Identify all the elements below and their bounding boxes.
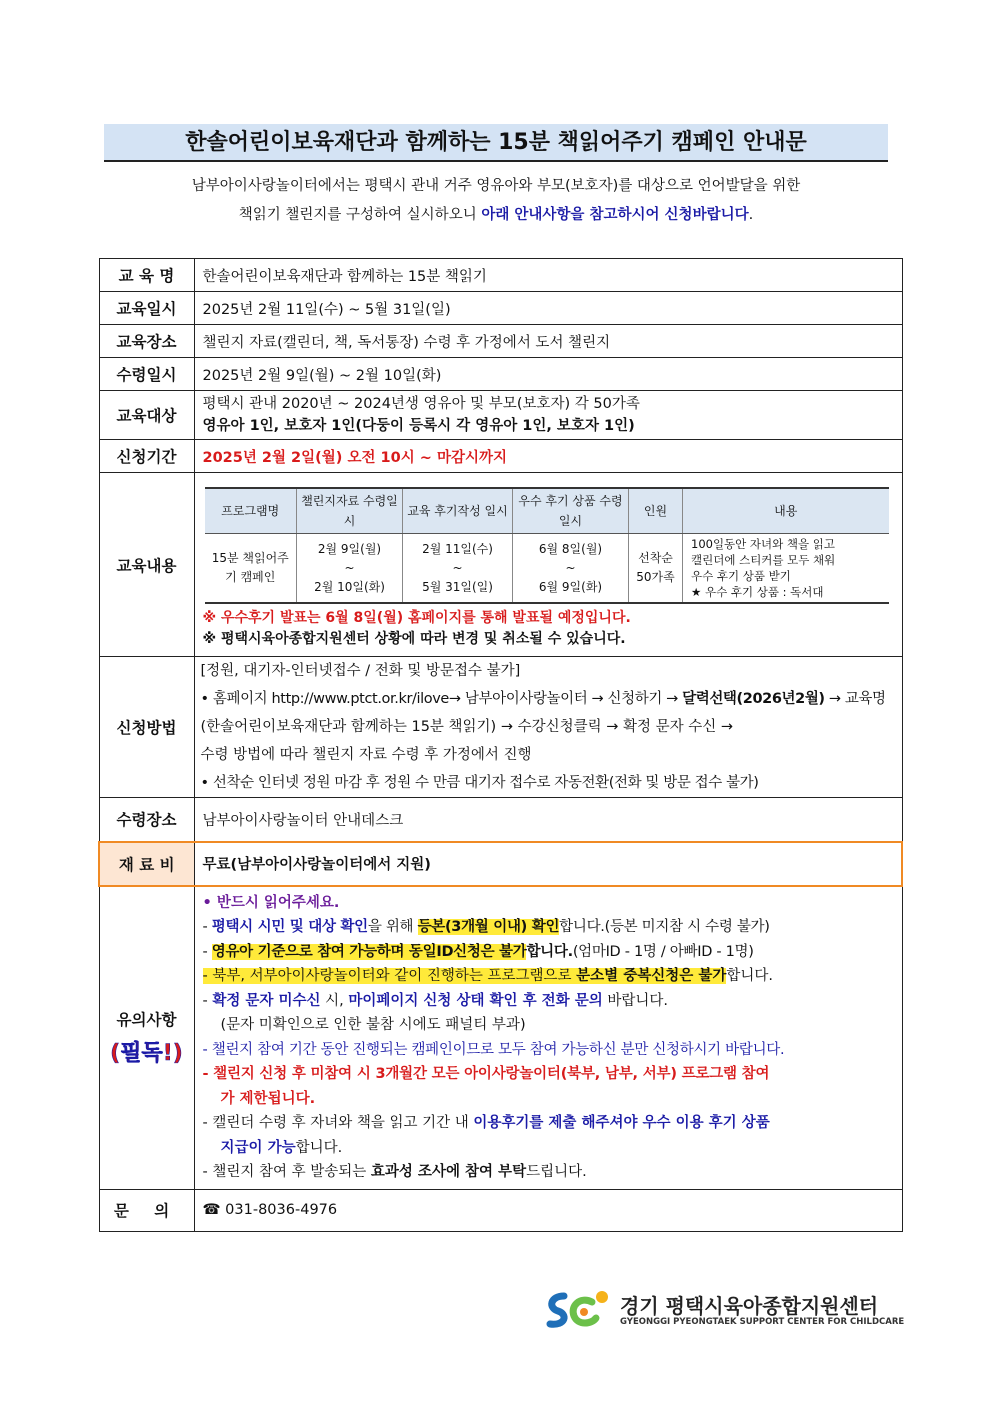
row-fee bbox=[99, 842, 902, 886]
c2d: 등본(3개월 이내) 확인 bbox=[417, 919, 560, 935]
c5b: 확정 문자 미수신 bbox=[212, 992, 321, 1009]
caution-line-1: • 반드시 읽어주세요. bbox=[202, 894, 340, 911]
value-caution bbox=[194, 886, 902, 1190]
value-edu-name: 한솔어린이보육재단과 함께하는 15분 책읽기 bbox=[194, 259, 902, 292]
row-contact bbox=[99, 1189, 902, 1231]
value-fee: 무료(남부아이사랑놀이터에서 지원) bbox=[194, 842, 902, 886]
desc-line-4: ★ 우수 후기 상품 : 독서대 bbox=[691, 585, 824, 599]
caution-line-6: (문자 미확인으로 인한 불참 시에도 패널티 부과) bbox=[220, 1017, 526, 1033]
label-edu-name: 교 육 명 bbox=[99, 259, 194, 292]
label-target: 교육대상 bbox=[99, 391, 194, 440]
phone-icon: ☎ bbox=[202, 1202, 221, 1218]
th-review: 교육 후기작성 일시 bbox=[403, 488, 513, 534]
c11b: 합니다. bbox=[295, 1139, 343, 1156]
label-receive-date: 수령일시 bbox=[99, 358, 194, 391]
method-line-4: 수령 방법에 따라 챌린지 자료 수령 후 가정에서 진행 bbox=[200, 747, 532, 763]
center-logo bbox=[544, 1288, 905, 1332]
c5a: - bbox=[202, 992, 213, 1009]
label-contact: 문 의 bbox=[113, 1202, 180, 1220]
c3a: - bbox=[202, 943, 212, 960]
c4c: 분소별 중복신청은 불가 bbox=[576, 968, 727, 984]
row-receive-date bbox=[99, 358, 902, 391]
cell-receive bbox=[297, 534, 403, 604]
caution-line-8: - 챌린지 신청 후 미참여 시 3개월간 모든 아이사랑놀이터(북부, 남부, 서부) 프로그램 참여 bbox=[202, 1066, 770, 1082]
row-edu-place bbox=[99, 325, 902, 358]
row-method bbox=[99, 657, 902, 798]
content-note-1: ※ 우수후기 발표는 6월 8일(월) 홈페이지를 통해 발표될 예정입니다. bbox=[202, 610, 631, 626]
method-calendar-select: 달력선택(2026년2월) bbox=[682, 691, 825, 707]
method-line-5: • 선착순 인터넷 정원 마감 후 정원 수 만큼 대기자 접수로 자동전환(전화 및 방문 접수 불가) bbox=[200, 775, 759, 791]
intro-text bbox=[60, 172, 932, 230]
value-method bbox=[194, 657, 902, 798]
th-people: 인원 bbox=[629, 488, 683, 534]
prize-end: 6월 9일(화) bbox=[538, 579, 603, 594]
row-content bbox=[99, 473, 902, 657]
c2b: 평택시 시민 및 대상 확인 bbox=[211, 919, 368, 935]
c4b: 북부, 서부아이사랑놀이터와 같이 진행하는 프로그램으로 bbox=[212, 968, 577, 984]
c12c: 드립니다. bbox=[526, 1164, 587, 1180]
value-receive-place: 남부아이사랑놀이터 안내데스크 bbox=[194, 798, 902, 842]
c2c: 을 위해 bbox=[367, 919, 418, 935]
receive-start: 2월 9일(월) bbox=[317, 541, 382, 556]
intro-line-2-highlight: 아래 안내사항을 참고하시어 신청바랍니다 bbox=[481, 207, 749, 223]
c5d: 마이페이지 신청 상태 확인 후 전화 문의 bbox=[348, 992, 603, 1009]
caution-line-2 bbox=[203, 915, 894, 940]
caution-line-11 bbox=[203, 1136, 894, 1161]
intro-line-2-end: . bbox=[748, 207, 754, 223]
review-start: 2월 11일(수) bbox=[422, 541, 493, 556]
row-target bbox=[99, 391, 902, 440]
cell-program: 15분 책읽어주기 캠페인 bbox=[205, 534, 297, 604]
receive-tilde: ~ bbox=[344, 560, 355, 575]
center-name-english: GYEONGGI PYEONGTAEK SUPPORT CENTER FOR CHILDCARE bbox=[620, 1317, 905, 1327]
value-apply-period: 2025년 2월 2일(월) 오전 10시 ~ 마감시까지 bbox=[194, 440, 902, 473]
c3b: 영유아 기준으로 참여 가능하며 동일ID신청은 불가 bbox=[211, 943, 527, 960]
receive-end: 2월 10일(화) bbox=[314, 579, 385, 594]
th-prize: 우수 후기 상품 수령일시 bbox=[513, 488, 629, 534]
th-receive: 챌린지자료 수령일시 bbox=[297, 488, 403, 534]
c5e: 바랍니다. bbox=[602, 992, 668, 1009]
caution-line-12 bbox=[203, 1160, 894, 1185]
contact-number: 031-8036-4976 bbox=[225, 1202, 338, 1218]
info-table bbox=[98, 258, 903, 1232]
row-apply-period bbox=[99, 440, 902, 473]
c11a: 지급이 가능 bbox=[220, 1139, 296, 1156]
caution-line-10 bbox=[203, 1111, 894, 1136]
th-desc: 내용 bbox=[683, 488, 889, 534]
c3d: (엄마ID - 1명 / 아빠ID - 1명) bbox=[572, 943, 754, 960]
value-content bbox=[194, 473, 902, 657]
cell-desc bbox=[683, 534, 889, 604]
content-note-2: ※ 평택시육아종합지원센터 상황에 따라 변경 및 취소될 수 있습니다. bbox=[202, 631, 626, 647]
review-end: 5월 31일(일) bbox=[422, 579, 493, 594]
c4d: 합니다. bbox=[726, 968, 773, 984]
th-program: 프로그램명 bbox=[205, 488, 297, 534]
caution-line-7: - 챌린지 참여 기간 동안 진행되는 캠페인이므로 모두 참여 가능하신 분만 신청하시기 바랍니다. bbox=[202, 1041, 785, 1058]
c2a: - bbox=[202, 919, 212, 935]
label-contact-cell bbox=[99, 1189, 194, 1231]
value-edu-date: 2025년 2월 11일(수) ~ 5월 31일(일) bbox=[194, 292, 902, 325]
program-table bbox=[205, 487, 889, 604]
page-title: 한솔어린이보육재단과 함께하는 15분 책읽어주기 캠페인 안내문 bbox=[104, 124, 888, 162]
value-contact bbox=[194, 1189, 902, 1231]
c12a: - 챌린지 참여 후 발송되는 bbox=[202, 1164, 371, 1180]
program-table-row bbox=[205, 534, 889, 604]
method-line-2 bbox=[201, 685, 896, 713]
label-apply-period: 신청기간 bbox=[99, 440, 194, 473]
label-caution-cell bbox=[99, 886, 194, 1190]
label-content: 교육내용 bbox=[99, 473, 194, 657]
caution-line-4 bbox=[203, 964, 894, 989]
method-line-1: [정원, 대기자-인터넷접수 / 전화 및 방문접수 불가] bbox=[200, 663, 521, 679]
desc-line-1: 100일동안 자녀와 책을 읽고 bbox=[691, 537, 836, 551]
label-fee: 재 료 비 bbox=[99, 842, 194, 886]
must-read-label: (필독!) bbox=[110, 1041, 183, 1066]
caution-line-9: 가 제한됩니다. bbox=[220, 1090, 316, 1107]
label-receive-place: 수령장소 bbox=[99, 798, 194, 842]
method-line-2a: • 홈페이지 http://www.ptct.or.kr/ilove→ 남부아이사랑놀이터 → 신청하기 → bbox=[200, 691, 683, 707]
value-edu-place: 챌린지 자료(캘린더, 책, 독서통장) 수령 후 가정에서 도서 챌린지 bbox=[194, 325, 902, 358]
row-receive-place bbox=[99, 798, 902, 842]
cell-prize bbox=[513, 534, 629, 604]
desc-line-2: 캘린더에 스티커를 모두 채워 bbox=[691, 553, 836, 567]
target-line-2: 영유아 1인, 보호자 1인(다둥이 등록시 각 영유아 1인, 보호자 1인) bbox=[202, 418, 635, 434]
cell-people: 선착순 50가족 bbox=[629, 534, 683, 604]
value-receive-date: 2025년 2월 9일(월) ~ 2월 10일(화) bbox=[194, 358, 902, 391]
row-caution bbox=[99, 886, 902, 1190]
c4a: - bbox=[202, 968, 213, 984]
c10b: 이용후기를 제출 해주셔야 우수 이용 후기 상품 bbox=[473, 1115, 770, 1131]
cell-review bbox=[403, 534, 513, 604]
c5c: 시, bbox=[320, 992, 349, 1009]
label-edu-date: 교육일시 bbox=[99, 292, 194, 325]
intro-line-1: 남부아이사랑놀이터에서는 평택시 관내 거주 영유아와 부모(보호자)를 대상으로 언어발달을 위한 bbox=[191, 178, 801, 194]
target-line-1: 평택시 관내 2020년 ~ 2024년생 영유아 및 부모(보호자) 각 50가족 bbox=[202, 396, 640, 412]
center-logo-icon bbox=[544, 1288, 616, 1332]
review-tilde: ~ bbox=[452, 560, 463, 575]
prize-start: 6월 8일(월) bbox=[538, 541, 603, 556]
method-line-2c: → 교육명 bbox=[824, 691, 886, 707]
intro-line-2 bbox=[60, 201, 932, 230]
prize-tilde: ~ bbox=[565, 560, 576, 575]
desc-line-3: 우수 후기 상품 받기 bbox=[691, 569, 791, 583]
label-method: 신청방법 bbox=[99, 657, 194, 798]
c3c: 합니다. bbox=[526, 943, 573, 960]
c12b: 효과성 조사에 참여 부탁 bbox=[370, 1164, 527, 1180]
caution-line-3 bbox=[203, 940, 894, 965]
c10a: - 캘린더 수령 후 자녀와 책을 읽고 기간 내 bbox=[202, 1115, 474, 1131]
method-line-3: (한솔어린이보육재단과 함께하는 15분 책읽기) → 수강신청클릭 → 확정 문자 수신 → bbox=[200, 719, 734, 735]
label-edu-place: 교육장소 bbox=[99, 325, 194, 358]
row-edu-name bbox=[99, 259, 902, 292]
label-caution: 유의사항 bbox=[116, 1011, 177, 1029]
c2e: 합니다.(등본 미지참 시 수령 불가) bbox=[559, 919, 770, 935]
value-target bbox=[194, 391, 902, 440]
intro-line-2-plain: 책읽기 챌린지를 구성하여 실시하오니 bbox=[238, 207, 482, 223]
caution-line-5 bbox=[203, 989, 894, 1014]
center-name: 경기 평택시육아종합지원센터 bbox=[620, 1294, 879, 1318]
program-table-header bbox=[205, 488, 889, 534]
row-edu-date bbox=[99, 292, 902, 325]
